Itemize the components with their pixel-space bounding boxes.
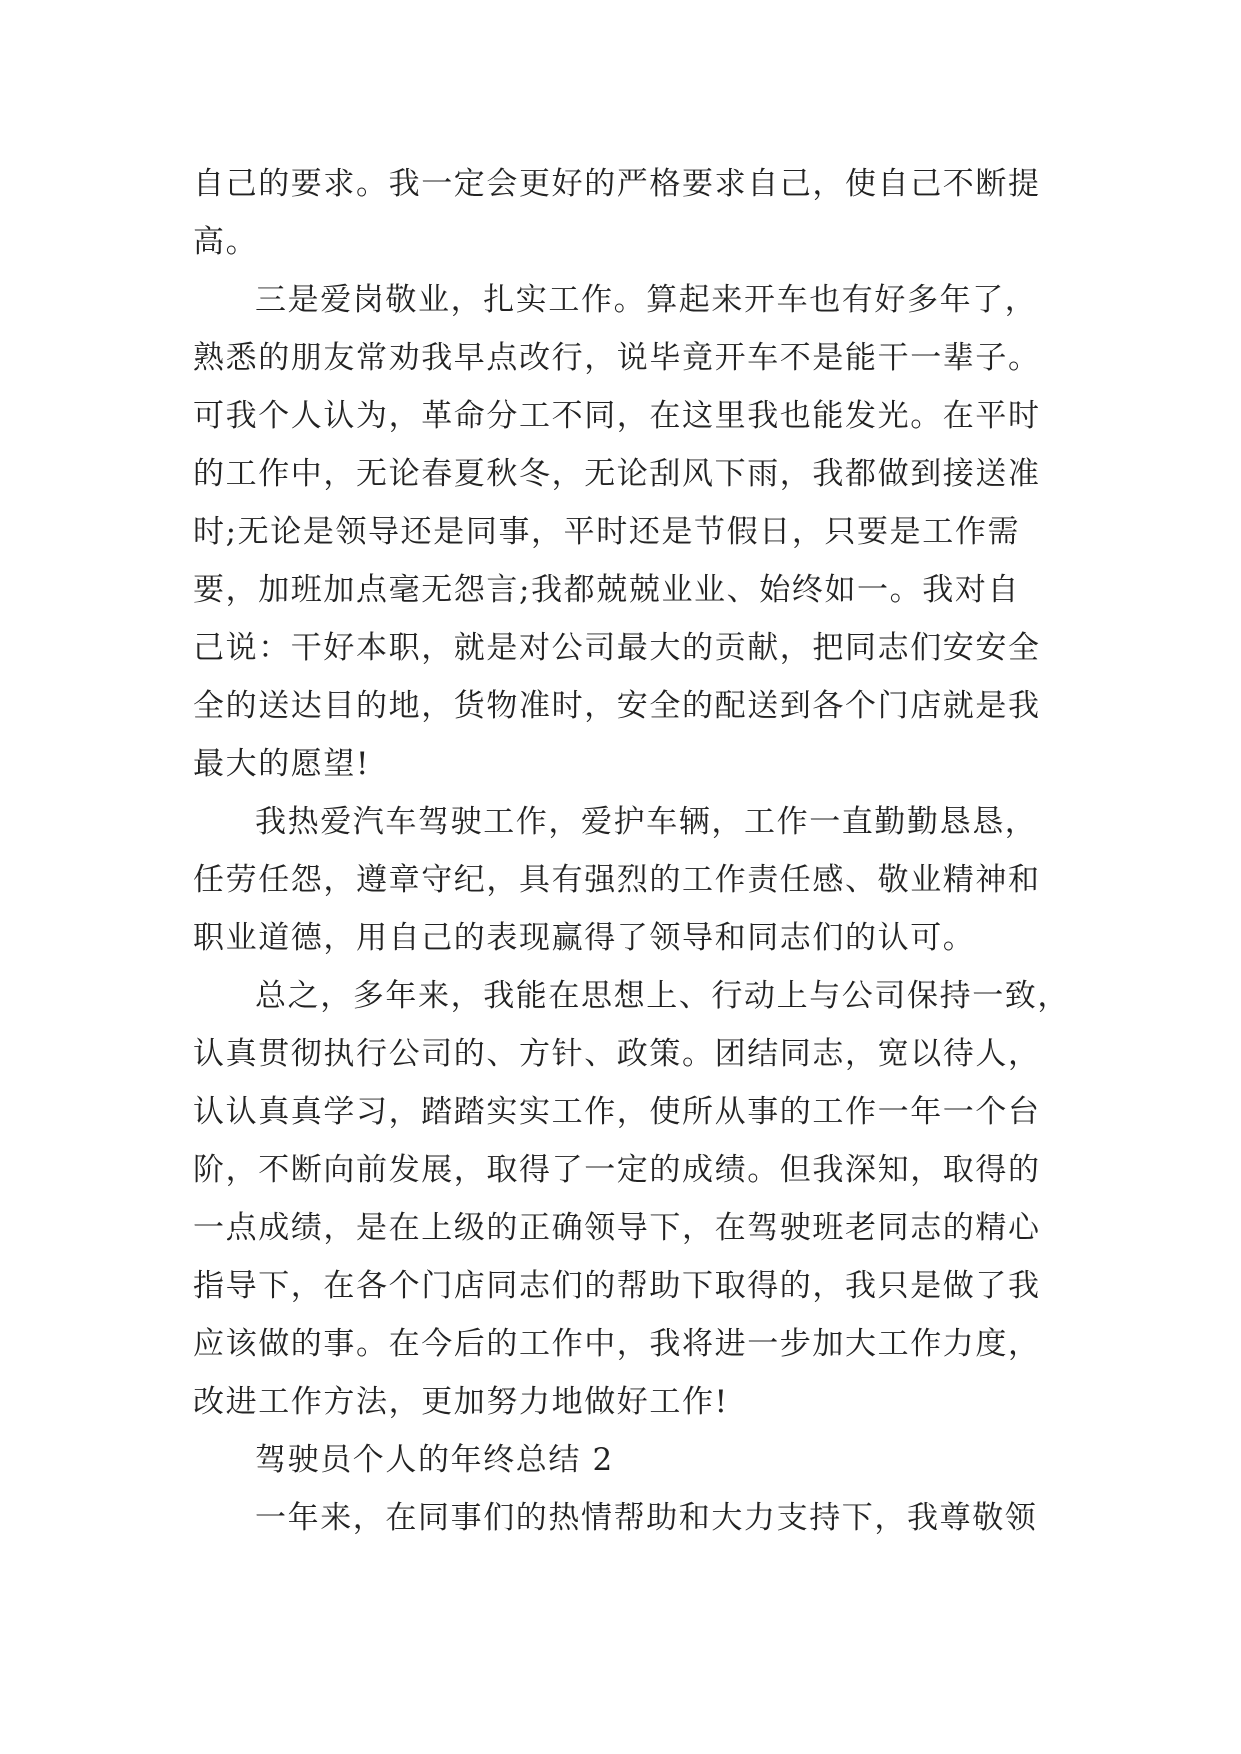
text-line: 全的送达目的地，货物准时，安全的配送到各个门店就是我: [193, 688, 1041, 724]
text-line: 可我个人认为，革命分工不同，在这里我也能发光。在平时: [193, 398, 1041, 434]
paragraph-start-line: 我热爱汽车驾驶工作，爱护车辆，工作一直勤勤恳恳，: [255, 804, 1038, 840]
text-line: 时;无论是领导还是同事，平时还是节假日，只要是工作需: [193, 514, 1021, 550]
text-line: 应该做的事。在今后的工作中，我将进一步加大工作力度，: [193, 1326, 1041, 1362]
paragraph-start-line: 一年来，在同事们的热情帮助和大力支持下，我尊敬领: [255, 1500, 1038, 1536]
text-line: 熟悉的朋友常劝我早点改行，说毕竟开车不是能干一辈子。: [193, 340, 1041, 376]
text-line: 认认真真学习，踏踏实实工作，使所从事的工作一年一个台: [193, 1094, 1041, 1130]
text-line: 自己的要求。我一定会更好的严格要求自己，使自己不断提: [193, 166, 1041, 202]
text-line: 任劳任怨，遵章守纪，具有强烈的工作责任感、敬业精神和: [193, 862, 1041, 898]
section-heading: 驾驶员个人的年终总结 2: [255, 1442, 614, 1478]
text-line: 一点成绩，是在上级的正确领导下，在驾驶班老同志的精心: [193, 1210, 1041, 1246]
text-line: 最大的愿望!: [193, 746, 371, 782]
paragraph-start-line: 总之，多年来，我能在思想上、行动上与公司保持一致，: [255, 978, 1070, 1014]
text-line: 认真贯彻执行公司的、方针、政策。团结同志，宽以待人，: [193, 1036, 1041, 1072]
text-line: 阶，不断向前发展，取得了一定的成绩。但我深知，取得的: [193, 1152, 1041, 1188]
text-line: 职业道德，用自己的表现赢得了领导和同志们的认可。: [193, 920, 976, 956]
text-line: 指导下，在各个门店同志们的帮助下取得的，我只是做了我: [193, 1268, 1041, 1304]
paragraph-start-line: 三是爱岗敬业，扎实工作。算起来开车也有好多年了，: [255, 282, 1038, 318]
text-line: 的工作中，无论春夏秋冬，无论刮风下雨，我都做到接送准: [193, 456, 1041, 492]
text-line: 要，加班加点毫无怨言;我都兢兢业业、始终如一。我对自: [193, 572, 1021, 608]
text-line: 高。: [193, 224, 259, 260]
text-line: 己说：干好本职，就是对公司最大的贡献，把同志们安安全: [193, 630, 1041, 666]
text-line: 改进工作方法，更加努力地做好工作!: [193, 1384, 729, 1420]
